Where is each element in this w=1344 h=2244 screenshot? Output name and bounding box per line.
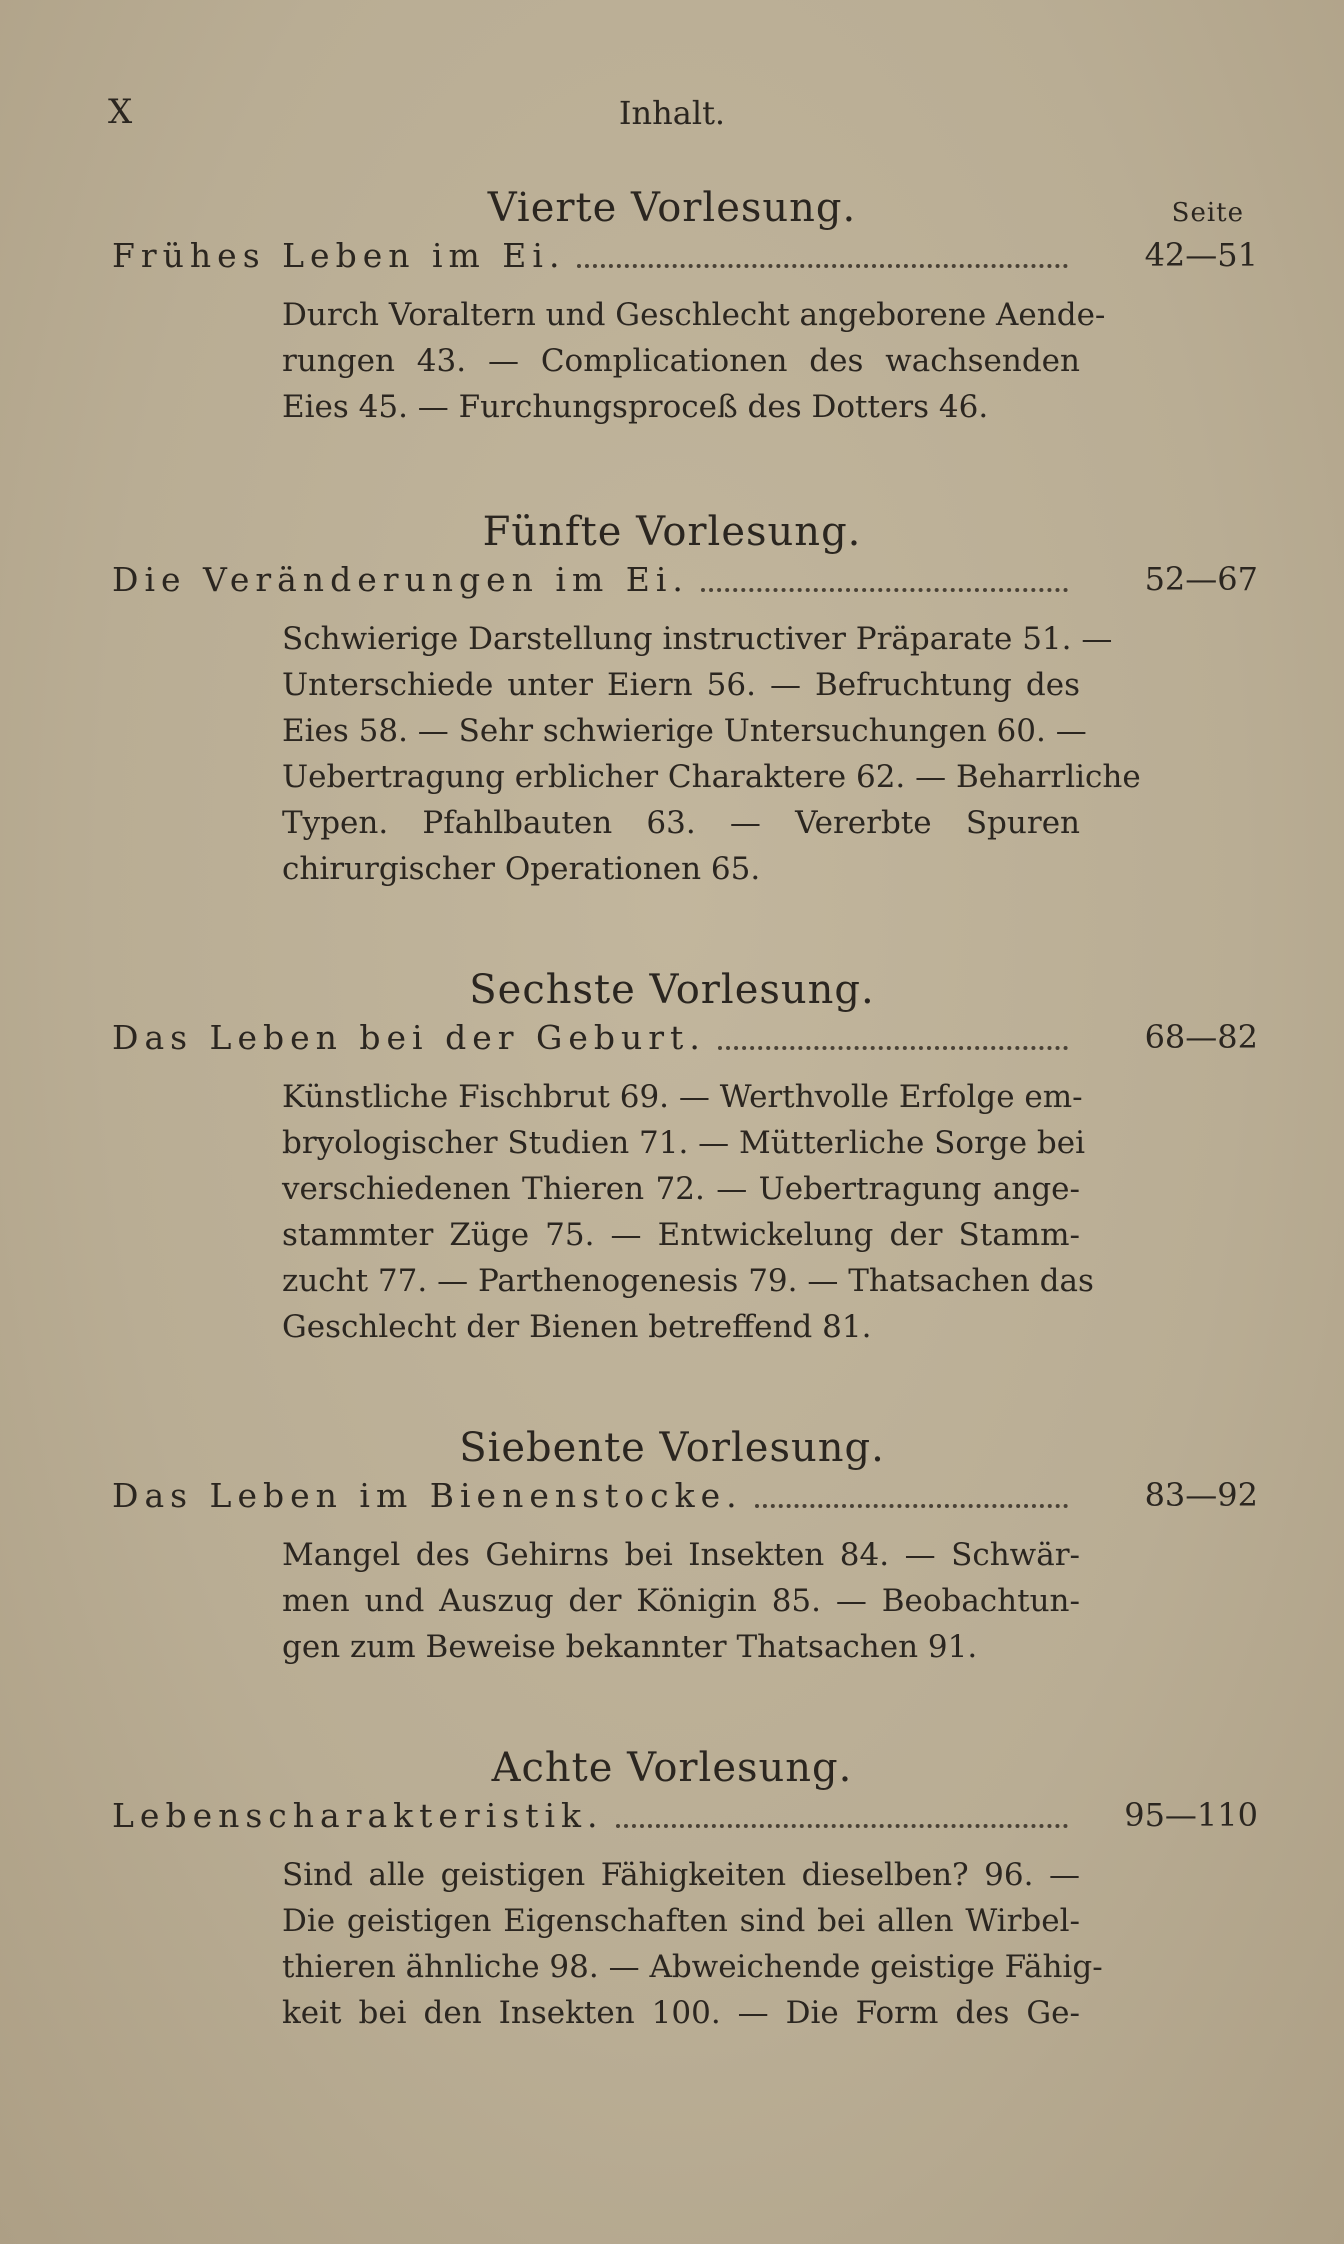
description-line: Eies 45. — Furchungsproceß des Dotters 46. [282, 389, 989, 425]
page-range: 42—51 [1144, 236, 1258, 274]
lecture-title: Sechste Vorlesung. [469, 967, 875, 1013]
toc-entry [112, 1476, 1258, 1532]
description-line: zucht 77. — Parthenogenesis 79. — Thatsachen das [282, 1263, 1094, 1299]
entry-title: Frühes Leben im Ei. [112, 236, 566, 275]
entry-title: Das Leben bei der Geburt. [112, 1018, 706, 1057]
page-number: X [108, 92, 133, 132]
dot-leader [718, 1034, 1068, 1050]
page-header [108, 92, 1236, 138]
dot-leader [577, 252, 1068, 268]
description-line: stammter Züge 75. — Entwickelung der Stamm- [282, 1217, 1080, 1253]
lecture-section [0, 180, 1344, 430]
lecture-title: Achte Vorlesung. [491, 1745, 853, 1791]
lecture-section [0, 504, 1344, 892]
lecture-section [0, 962, 1344, 1350]
description-line: Schwierige Darstellung instructiver Präparate 51. — [282, 621, 1113, 657]
description-line: Typen. Pfahlbauten 63. — Vererbte Spuren [282, 805, 1080, 841]
entry-description [282, 292, 1106, 430]
description-line: rungen 43. — Complicationen des wachsenden [282, 343, 1080, 379]
description-line: Sind alle geistigen Fähigkeiten dieselben? 96. — [282, 1857, 1080, 1893]
description-line: thieren ähnliche 98. — Abweichende geistige Fähig- [282, 1949, 1103, 1985]
lecture-section [0, 1420, 1344, 1670]
entry-description [282, 1852, 1103, 2036]
dot-leader [616, 1812, 1068, 1828]
dot-leader [755, 1492, 1068, 1508]
description-line: keit bei den Insekten 100. — Die Form des Ge- [282, 1995, 1080, 2031]
lecture-section [0, 1740, 1344, 2036]
entry-description [282, 1074, 1094, 1350]
description-line: Künstliche Fischbrut 69. — Werthvolle Erfolge em- [282, 1079, 1083, 1115]
toc-entry [112, 236, 1258, 292]
description-line: men und Auszug der Königin 85. — Beobachtun- [282, 1583, 1080, 1619]
toc-entry [112, 1018, 1258, 1074]
column-label-seite: Seite [1171, 198, 1244, 228]
entry-title: Die Veränderungen im Ei. [112, 560, 689, 599]
description-line: Durch Voraltern und Geschlecht angeborene Aende- [282, 297, 1106, 333]
page-range: 83—92 [1144, 1476, 1258, 1514]
description-line: Geschlecht der Bienen betreffend 81. [282, 1309, 872, 1345]
description-line: bryologischer Studien 71. — Mütterliche Sorge bei [282, 1125, 1086, 1161]
toc-entry [112, 560, 1258, 616]
toc-entry [112, 1796, 1258, 1852]
description-line: Unterschiede unter Eiern 56. — Befruchtung des [282, 667, 1080, 703]
dot-leader [701, 576, 1068, 592]
entry-description [282, 1532, 1080, 1670]
page-range: 95—110 [1124, 1796, 1258, 1834]
entry-description [282, 616, 1141, 892]
description-line: Eies 58. — Sehr schwierige Untersuchungen 60. — [282, 713, 1087, 749]
description-line: gen zum Beweise bekannter Thatsachen 91. [282, 1629, 978, 1665]
description-line: chirurgischer Operationen 65. [282, 851, 761, 887]
description-line: Uebertragung erblicher Charaktere 62. — Beharrliche [282, 759, 1141, 795]
lecture-title: Fünfte Vorlesung. [482, 509, 862, 555]
page-range: 52—67 [1144, 560, 1258, 598]
description-line: verschiedenen Thieren 72. — Uebertragung ange- [282, 1171, 1080, 1207]
entry-title: Das Leben im Bienenstocke. [112, 1476, 743, 1515]
description-line: Mangel des Gehirns bei Insekten 84. — Schwär- [282, 1537, 1080, 1573]
description-line: Die geistigen Eigenschaften sind bei allen Wirbel- [282, 1903, 1080, 1939]
lecture-title: Vierte Vorlesung. [487, 185, 857, 231]
page-range: 68—82 [1144, 1018, 1258, 1056]
running-title: Inhalt. [618, 94, 726, 132]
entry-title: Lebenscharakteristik. [112, 1796, 604, 1835]
lecture-title: Siebente Vorlesung. [459, 1425, 885, 1471]
